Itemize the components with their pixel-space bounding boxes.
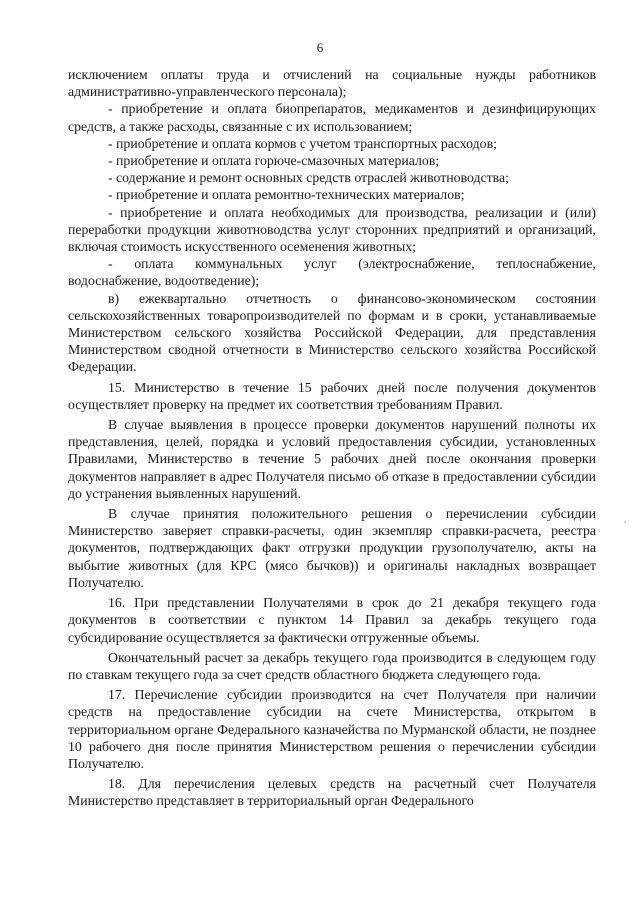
paragraph: 16. При представлении Получателями в срок до 21 декабря текущего года документов в соответствии с пунктом 14 Правил за декабрь текущего года субсидирование осуществляется за фактически отгруженные объемы. bbox=[68, 595, 596, 645]
paragraph: - приобретение и оплата кормов с учетом транспортных расходов; bbox=[108, 135, 497, 151]
document-body bbox=[68, 66, 596, 810]
paragraph: Окончательный расчет за декабрь текущего года производится в следующем году по ставкам текущего года за счет средств областного бюджета следующего года. bbox=[68, 649, 596, 682]
paragraph: - приобретение и оплата необходимых для производства, реализации и (или) переработки продукции животноводства услуг сторонних предприятий и организаций, включая стоимость искусственного осеменения животных; bbox=[68, 204, 596, 255]
page-number: 6 bbox=[316, 40, 324, 55]
paragraph: - приобретение и оплата ремонтно-технических материалов; bbox=[108, 187, 465, 203]
paragraph: - содержание и ремонт основных средств отраслей животноводства; bbox=[108, 170, 509, 186]
paragraph: - оплата коммунальных услуг (электроснабжение, теплоснабжение, водоснабжение, водоотведение); bbox=[68, 256, 596, 289]
paragraph: 18. Для перечисления целевых средств на расчетный счет Получателя Министерство представляет в территориальный орган Федерального bbox=[68, 776, 596, 809]
paragraph: 15. Министерство в течение 15 рабочих дней после получения документов осуществляет проверку на предмет их соответствия требованиям Правил. bbox=[68, 379, 596, 412]
paragraph: В случае принятия положительного решения о перечислении субсидии Министерство заверяет справки-расчеты, один экземпляр справки-расчета, реестра документов, подтверждающих факт отгрузки продукции грузополучателю, акты на выбытие животных (для КРС (мясо бычков)) и оригиналы накладных возвращает Получателю. bbox=[68, 506, 596, 590]
paragraph: - приобретение и оплата биопрепаратов, медикаментов и дезинфицирующих средств, а также расходы, связанные с их использованием; bbox=[68, 101, 596, 134]
paragraph: исключением оплаты труда и отчислений на социальные нужды работников административно-управленческого персонала); bbox=[68, 67, 596, 100]
paragraph: В случае выявления в процессе проверки документов нарушений полноты их представления, целей, порядка и условий предоставления субсидии, установленных Правилами, Министерство в течение 5 рабочих дней после окончания проверки документов направляет в адрес Получателя письмо об отказе в предоставлении субсидии до устранения выявленных нарушений. bbox=[68, 417, 596, 501]
paragraph: - приобретение и оплата горюче-смазочных материалов; bbox=[108, 153, 440, 169]
scan-mark: , bbox=[624, 514, 627, 524]
paragraph: 17. Перечисление субсидии производится на счет Получателя при наличии средств на предоставление субсидии на счете Министерства, открытом в территориальном органе Федерального казначейства по Мурманской области, не позднее 10 рабочего дня после принятия Министерством решения о перечислении субсидии Получателю. bbox=[68, 687, 596, 771]
paragraph: в) ежеквартально отчетность о финансово-экономическом состоянии сельскохозяйственных товаропроизводителей по формам и в сроки, устанавливаемые Министерством сельского хозяйства Российской Федерации, для представления Министерством сводной отчетности в Министерство сельского хозяйства Российской Федерации. bbox=[68, 290, 596, 375]
